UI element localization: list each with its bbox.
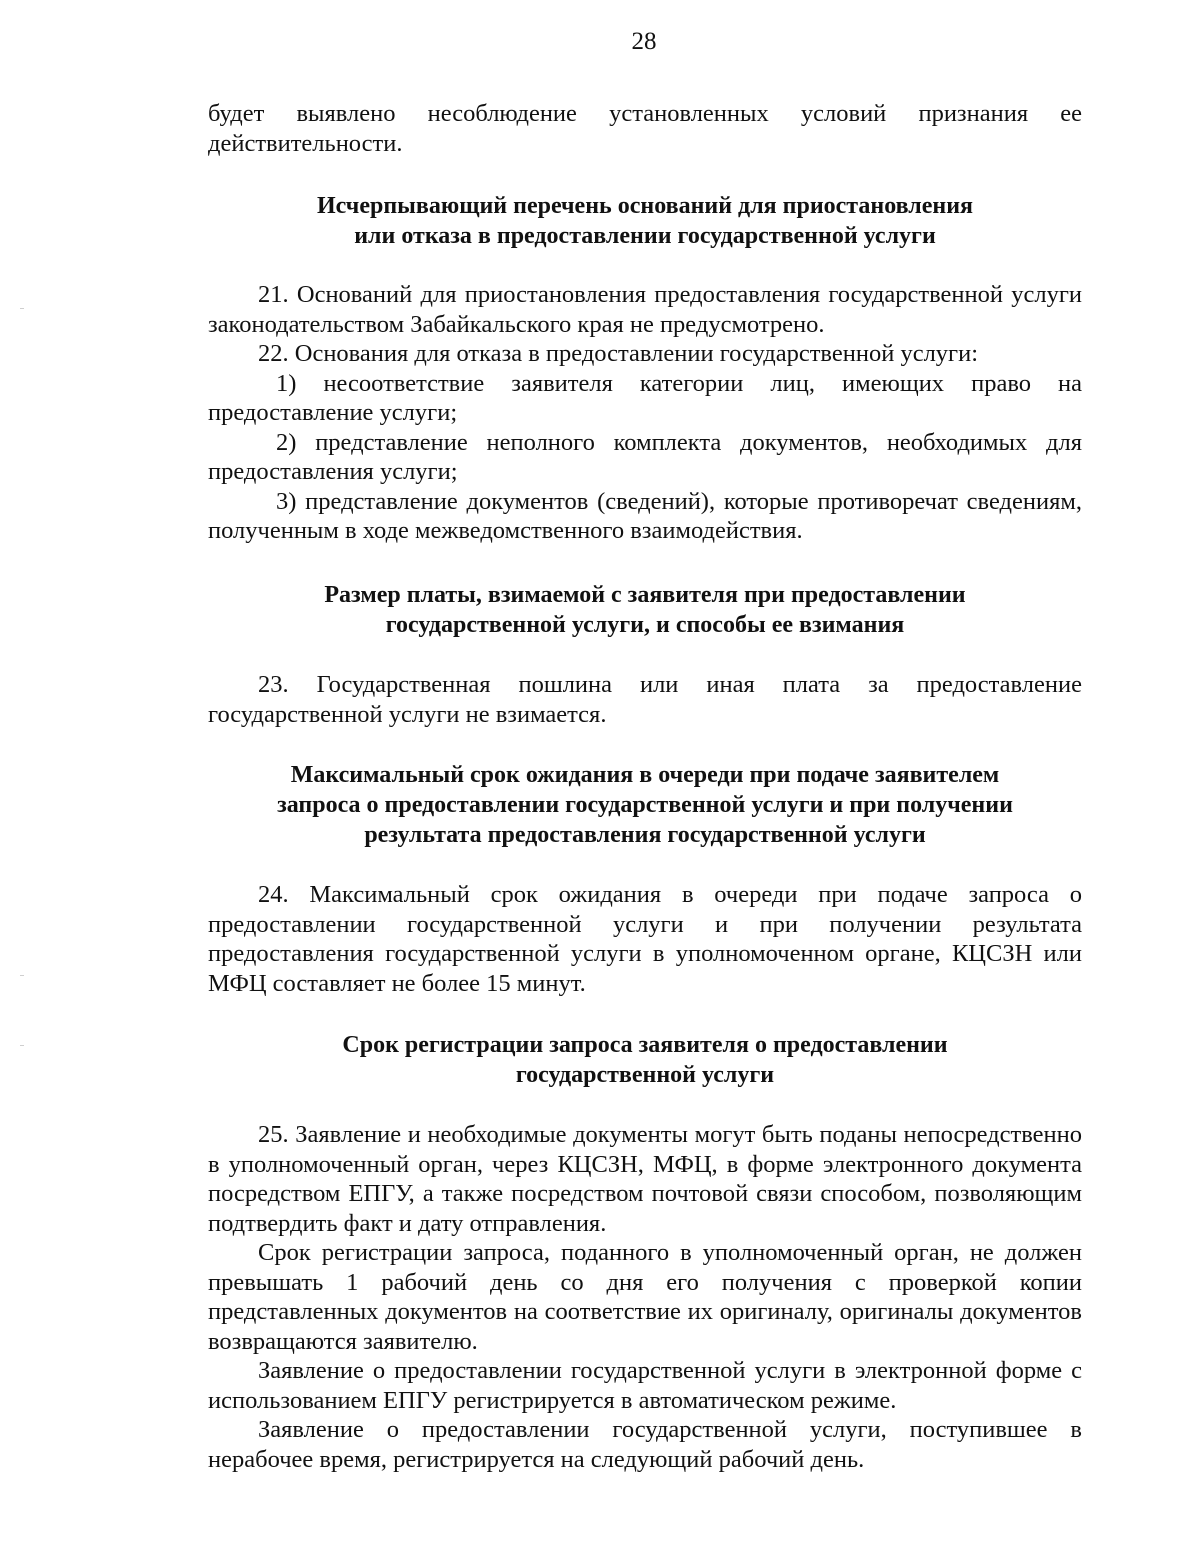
heading-line: результата предоставления государственной услуги — [364, 822, 926, 848]
heading-line: Максимальный срок ожидания в очереди при подаче заявителем — [290, 762, 1000, 788]
section-grounds-body — [208, 280, 1082, 546]
section-heading-registration — [208, 1030, 1082, 1090]
paragraph: Заявление о предоставлении государственной услуги в электронной форме с использованием ЕПГУ регистрируется в автоматическом режиме. — [208, 1357, 1082, 1414]
section-heading-fee — [208, 580, 1082, 640]
paragraph-24: 24. Максимальный срок ожидания в очереди при подаче запроса о предоставлении государственной услуги и при получении результата предоставления государственной услуги в уполномоченном органе, КЦСЗН или МФЦ составляет не более 15 минут. — [208, 881, 1082, 997]
heading-line: Срок регистрации запроса заявителя о предоставлении — [342, 1032, 948, 1058]
list-item-3: 3) представление документов (сведений), которые противоречат сведениям, полученным в ходе межведомственного взаимодействия. — [208, 487, 1082, 544]
heading-line: или отказа в предоставлении государственной услуги — [354, 223, 936, 249]
paragraph: будет выявлено несоблюдение установленных условий признания ее действительности. — [208, 100, 1082, 157]
scan-mark — [20, 1045, 24, 1046]
paragraph: Заявление о предоставлении государственной услуги, поступившее в нерабочее время, регистрируется на следующий рабочий день. — [208, 1416, 1082, 1473]
section-queue-body — [208, 880, 1082, 998]
heading-line: государственной услуги — [515, 1062, 775, 1088]
intro-paragraph — [208, 99, 1082, 158]
heading-line: запроса о предоставлении государственной услуги и при получении — [277, 792, 1013, 818]
list-item-2: 2) представление неполного комплекта документов, необходимых для предоставления услуги; — [208, 428, 1082, 485]
section-registration-body — [208, 1120, 1082, 1474]
heading-line: государственной услуги, и способы ее взимания — [385, 612, 905, 638]
scan-mark — [20, 975, 24, 976]
paragraph-22: 22. Основания для отказа в предоставлении государственной услуги: — [258, 340, 979, 367]
scan-mark — [20, 308, 24, 309]
paragraph-23: 23. Государственная пошлина или иная плата за предоставление государственной услуги не взимается. — [208, 671, 1082, 728]
section-heading-grounds — [208, 191, 1082, 251]
heading-line: Исчерпывающий перечень оснований для приостановления — [316, 193, 974, 219]
section-heading-queue — [208, 760, 1082, 850]
page-number: 28 — [631, 28, 657, 55]
paragraph-25: 25. Заявление и необходимые документы могут быть поданы непосредственно в уполномоченный орган, через КЦСЗН, МФЦ, в форме электронного документа посредством ЕПГУ, а также посредством почтовой связи способом, позволяющим подтвердить факт и дату отправления. — [208, 1121, 1082, 1237]
section-fee-body — [208, 670, 1082, 729]
list-item-1: 1) несоответствие заявителя категории лиц, имеющих право на предоставление услуги; — [208, 369, 1082, 426]
paragraph-21: 21. Оснований для приостановления предоставления государственной услуги законодательством Забайкальского края не предусмотрено. — [208, 281, 1082, 338]
heading-line: Размер платы, взимаемой с заявителя при предоставлении — [324, 582, 966, 608]
paragraph: Срок регистрации запроса, поданного в уполномоченный орган, не должен превышать 1 рабочий день со дня его получения с проверкой копии представленных документов на соответствие их оригиналу, оригиналы документов возвращаются заявителю. — [208, 1239, 1082, 1355]
